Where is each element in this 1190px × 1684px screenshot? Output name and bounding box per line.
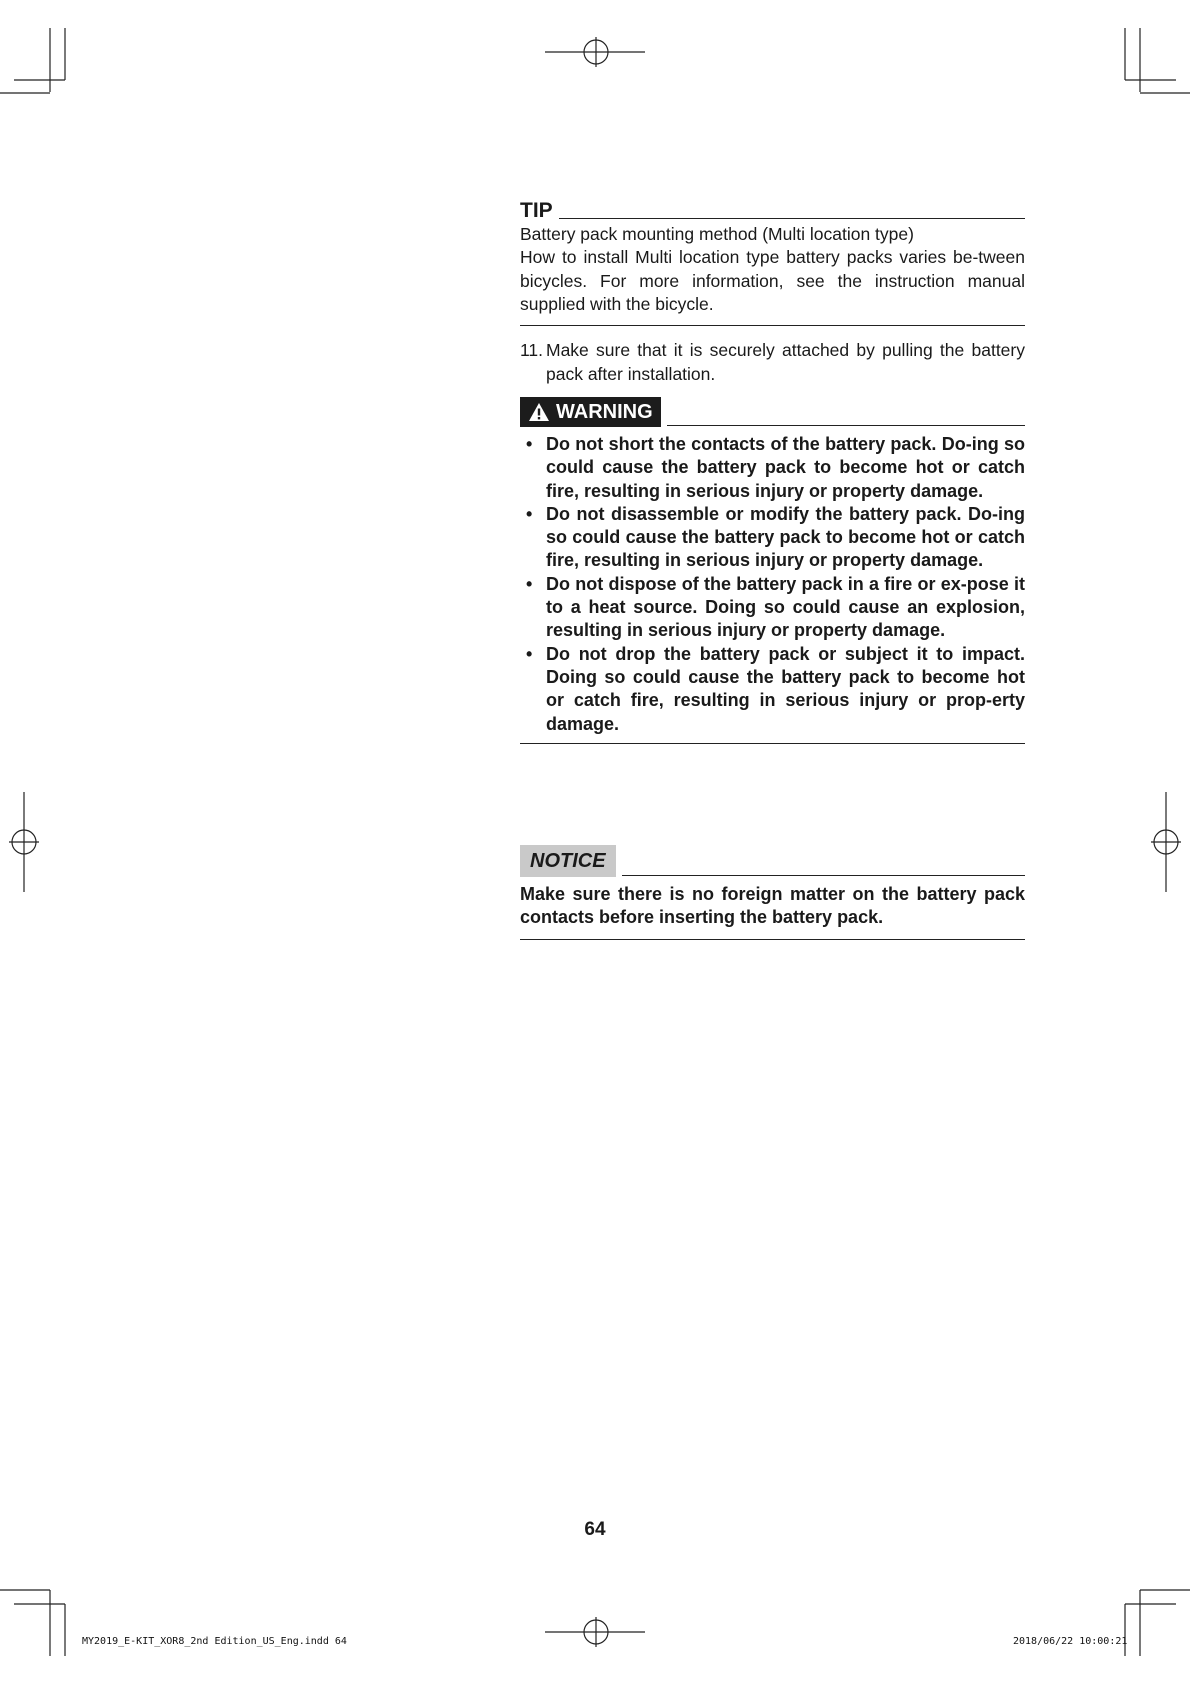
warning-item: [520, 573, 1025, 643]
warning-item-text: Do not drop the battery pack or subject it to impact. Doing so could cause the battery pack to become hot or catch fire, resulting in serious injury or prop-erty damage.: [546, 643, 1025, 734]
warning-item-text: Do not short the contacts of the battery pack. Do-ing so could cause the battery pack to become hot or catch fire, resulting in serious injury or property damage.: [546, 434, 1025, 501]
warning-header: [520, 397, 1025, 427]
slug-timestamp: 2018/06/22 10:00:21: [1013, 1636, 1128, 1647]
warning-end-rule: [520, 743, 1025, 744]
tip-header: [520, 196, 1025, 222]
warning-item: [520, 643, 1025, 736]
notice-header: [520, 845, 1025, 877]
bullet-icon: •: [526, 503, 533, 524]
tip-text: How to install Multi location type battery packs varies be-tween bicycles. For more information, see the instruction manual supplied with the bicycle.: [520, 247, 1025, 314]
warning-item-text: Do not dispose of the battery pack in a fire or ex-pose it to a heat source. Doing so could cause an explosion, resulting in serious injury or property damage.: [546, 573, 1025, 641]
notice-badge: NOTICE: [520, 845, 616, 877]
warning-item: [520, 433, 1025, 503]
notice-text: Make sure there is no foreign matter on the battery pack contacts before inserting the battery pack.: [520, 884, 1025, 928]
warning-item: [520, 503, 1025, 573]
tip-label: TIP: [520, 199, 553, 222]
bullet-icon: •: [526, 573, 533, 594]
step-item: [520, 339, 1025, 386]
warning-item-text: Do not disassemble or modify the battery pack. Do-ing so could cause the battery pack to become hot or catch fire, resulting in serious injury or property damage.: [546, 503, 1025, 571]
notice-end-rule: [520, 939, 1025, 940]
warning-triangle-icon: [528, 402, 550, 422]
tip-end-rule: [520, 325, 1025, 326]
warning-label: WARNING: [556, 400, 653, 423]
step-text: Make sure that it is securely attached by pulling the battery pack after installation.: [546, 340, 1025, 384]
notice-section: [520, 845, 1025, 940]
bullet-icon: •: [526, 643, 533, 664]
warning-badge: [520, 397, 661, 427]
tip-header-rule: [559, 218, 1025, 219]
slug-filename: MY2019_E-KIT_XOR8_2nd Edition_US_Eng.indd 64: [82, 1636, 347, 1647]
notice-header-rule: [622, 875, 1025, 876]
bullet-icon: •: [526, 434, 533, 454]
warning-list: [520, 433, 1025, 736]
step-number: 11.: [520, 340, 544, 360]
tip-section: [520, 196, 1025, 326]
page-number: 64: [584, 1519, 606, 1540]
warning-section: [520, 397, 1025, 744]
warning-header-rule: [667, 425, 1025, 426]
tip-title: Battery pack mounting method (Multi location type): [520, 224, 914, 244]
